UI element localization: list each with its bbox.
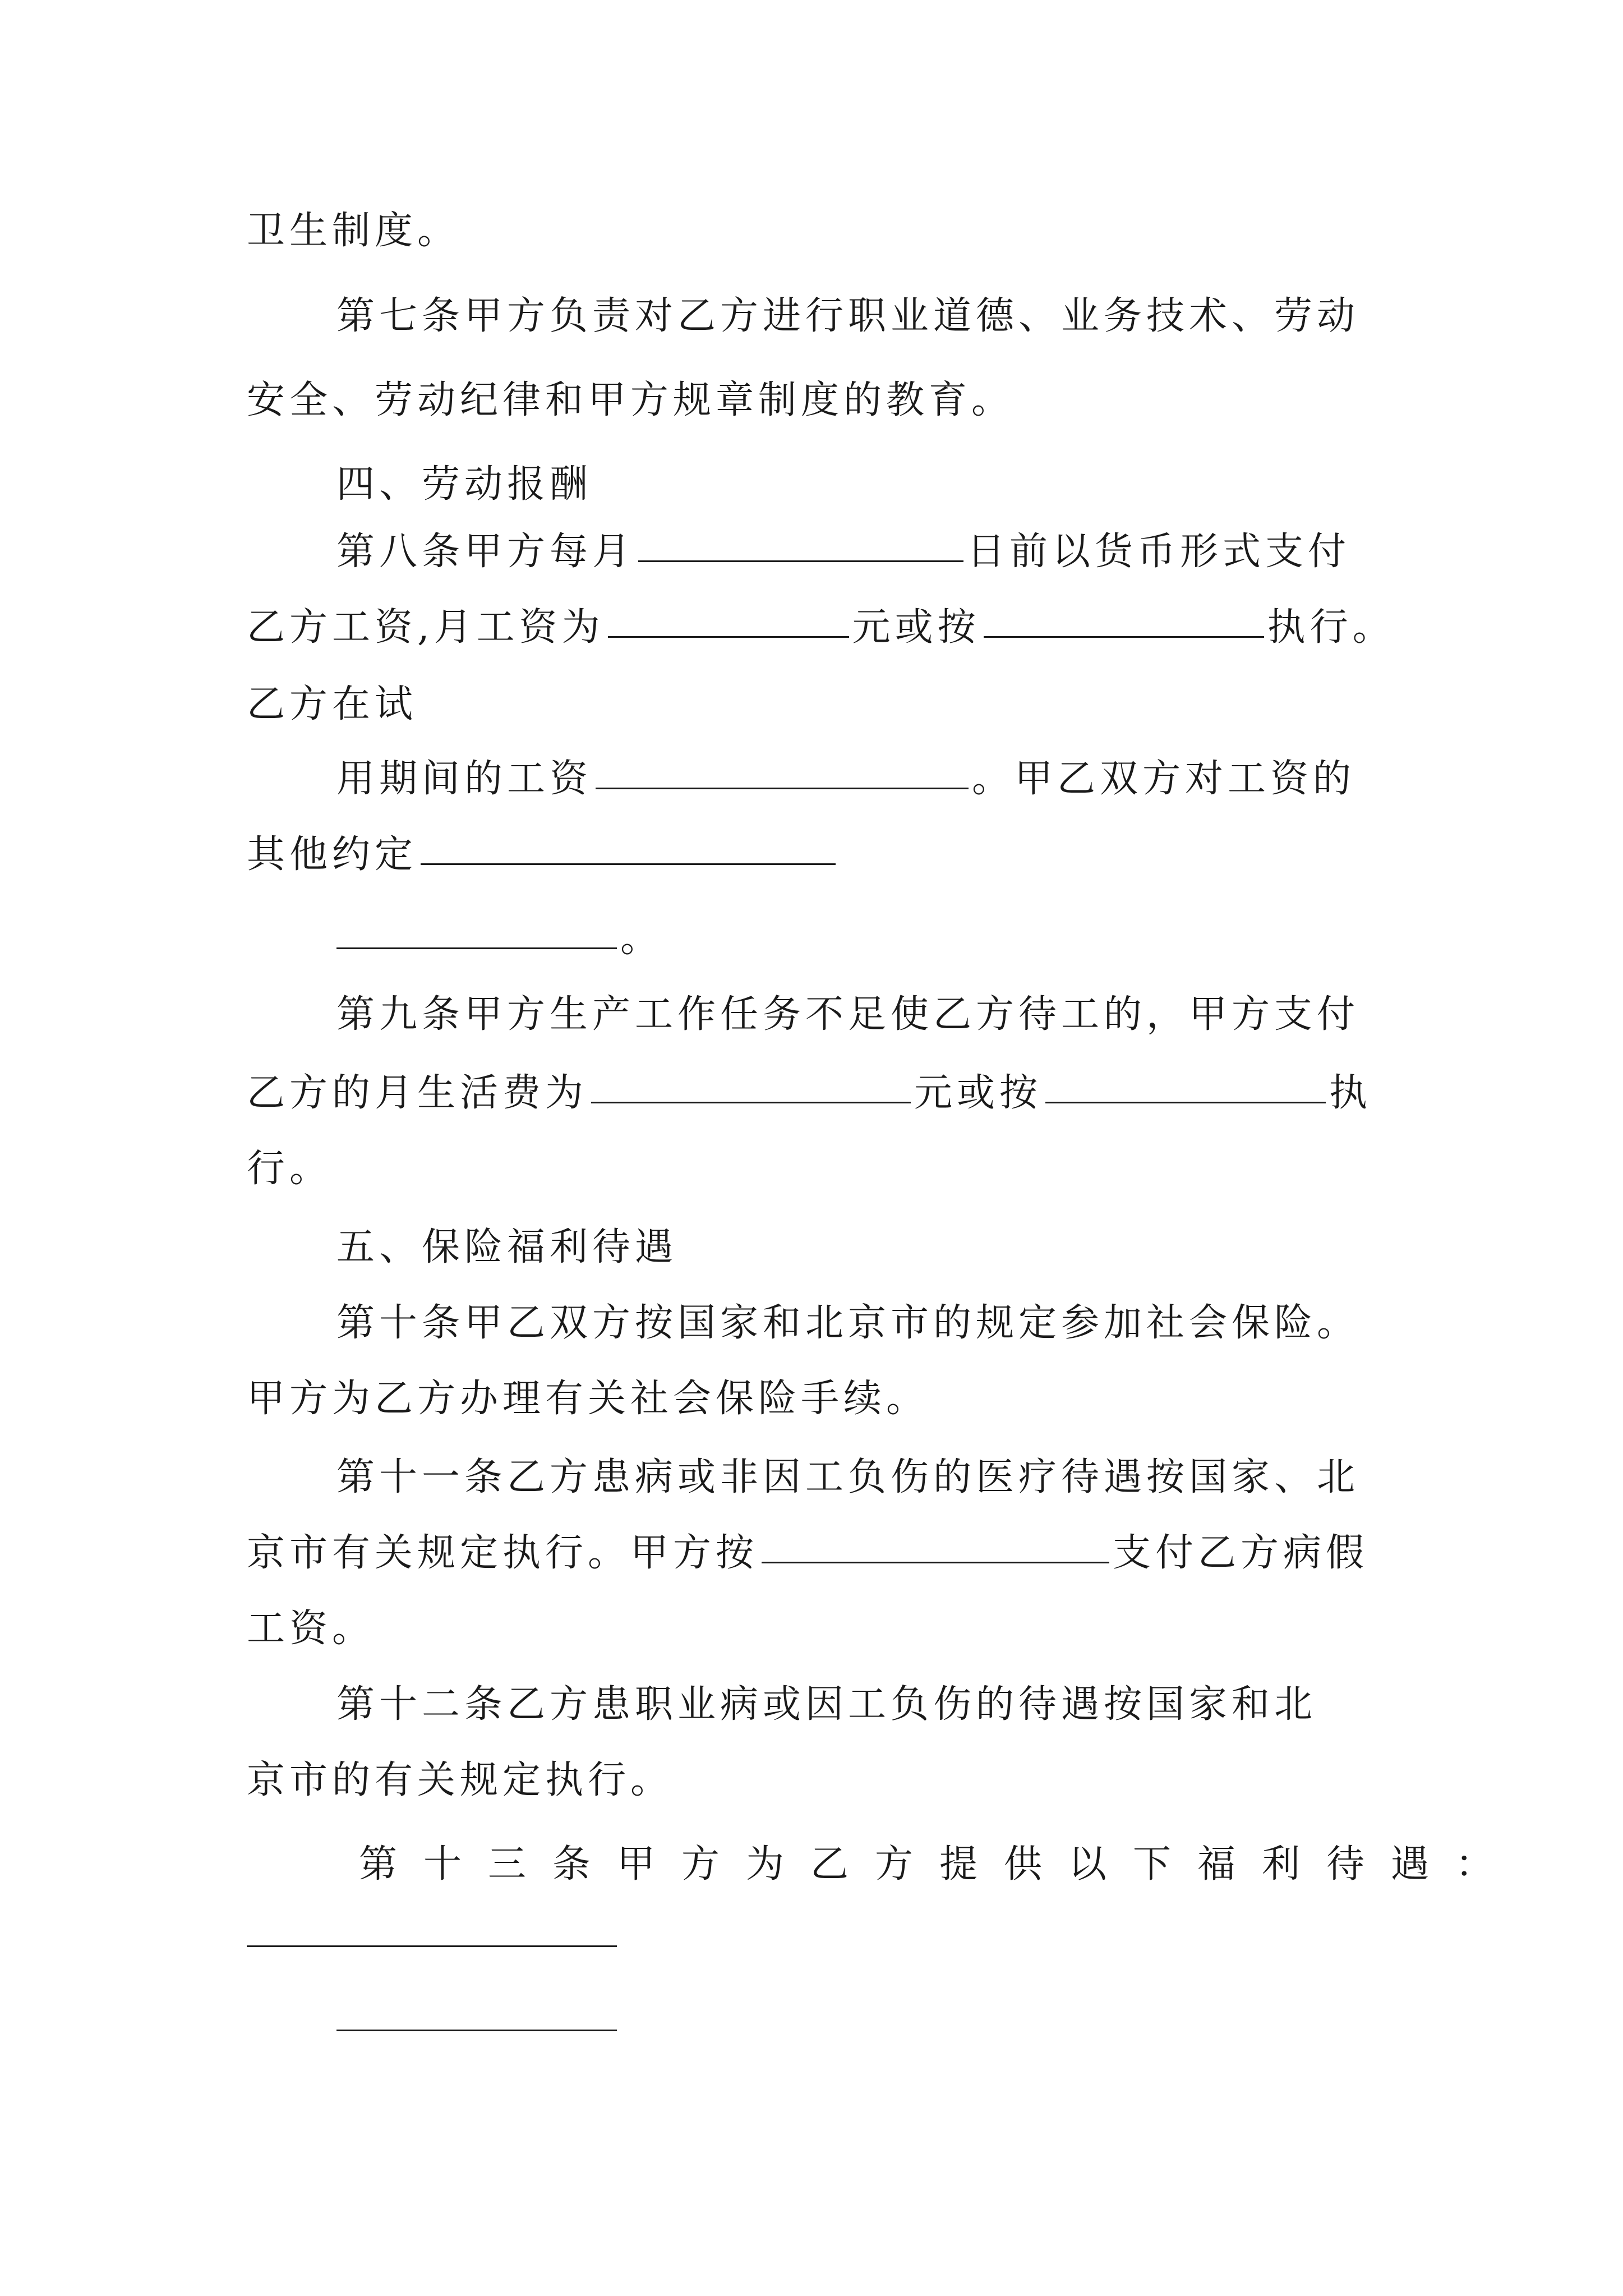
text: 第十二条乙方患职业病或因工负伤的待遇按国家和北 — [336, 1682, 1317, 1727]
text: 第十一条乙方患病或非因工负伤的医疗待遇按国家、北 — [336, 1455, 1360, 1499]
paragraph-line — [336, 1301, 1360, 1345]
paragraph-line — [359, 1842, 1520, 1887]
text: 日前以货币形式支付 — [967, 530, 1351, 574]
text: 四、劳动报酬 — [336, 462, 593, 507]
paragraph-line — [247, 1758, 674, 1802]
paragraph-line — [247, 378, 1015, 422]
text: 行。 — [247, 1147, 333, 1191]
paragraph-line — [247, 832, 839, 877]
text: 第九条甲方生产工作任务不足使乙方待工的，甲方支付 — [336, 992, 1360, 1037]
fill-blank — [608, 636, 849, 638]
paragraph-line — [336, 917, 663, 961]
text: 支付乙方病假 — [1113, 1531, 1369, 1575]
paragraph-line — [336, 757, 1356, 801]
text: 乙方在试 — [247, 682, 418, 726]
text: 。 — [620, 917, 663, 961]
fill-blank — [336, 947, 617, 949]
fill-blank — [421, 863, 836, 865]
text: 第十三条甲方为乙方提供以下福利待遇： — [359, 1842, 1520, 1887]
paragraph-line — [336, 1455, 1360, 1499]
paragraph-line — [336, 992, 1360, 1037]
text: 乙方的月生活费为 — [247, 1071, 588, 1115]
text: 元或按 — [852, 605, 980, 650]
text: 京市的有关规定执行。 — [247, 1758, 674, 1802]
fill-blank — [336, 2030, 617, 2031]
paragraph-line — [247, 605, 1395, 650]
text: 安全、劳动纪律和甲方规章制度的教育。 — [247, 378, 1015, 422]
paragraph-line — [336, 530, 1351, 574]
text: 第十条甲乙双方按国家和北京市的规定参加社会保险。 — [336, 1301, 1360, 1345]
paragraph-line — [247, 1147, 333, 1191]
paragraph-line — [336, 294, 1360, 338]
text: 五、保险福利待遇 — [336, 1225, 678, 1269]
paragraph-line — [247, 1531, 1369, 1575]
text: 京市有关规定执行。甲方按 — [247, 1531, 759, 1575]
section-heading — [336, 1225, 678, 1269]
text: 执 — [1329, 1071, 1372, 1115]
paragraph-line — [247, 1377, 929, 1421]
paragraph-line — [336, 1682, 1317, 1727]
fill-blank — [591, 1102, 911, 1103]
fill-blank — [984, 636, 1264, 638]
paragraph-line — [247, 682, 418, 726]
text: 乙方工资,月工资为 — [247, 605, 605, 650]
text: 元或按 — [914, 1071, 1043, 1115]
text: 甲方为乙方办理有关社会保险手续。 — [247, 1377, 929, 1421]
text: 用期间的工资 — [336, 757, 593, 801]
paragraph-line — [247, 1071, 1372, 1115]
text: 卫生制度。 — [247, 209, 460, 253]
section-heading — [336, 462, 593, 507]
fill-blank — [596, 788, 969, 789]
text: 第七条甲方负责对乙方进行职业道德、业务技术、劳动 — [336, 294, 1360, 338]
paragraph-line — [247, 209, 460, 253]
fill-blank — [247, 1945, 617, 1947]
text: 。甲乙双方对工资的 — [972, 757, 1356, 801]
text: 工资。 — [247, 1607, 375, 1651]
paragraph-line — [247, 1607, 375, 1651]
text: 执行。 — [1267, 605, 1395, 650]
fill-blank — [762, 1562, 1109, 1563]
fill-blank — [1045, 1102, 1326, 1103]
text: 其他约定 — [247, 832, 418, 877]
text: 第八条甲方每月 — [336, 530, 635, 574]
fill-blank — [638, 560, 963, 562]
